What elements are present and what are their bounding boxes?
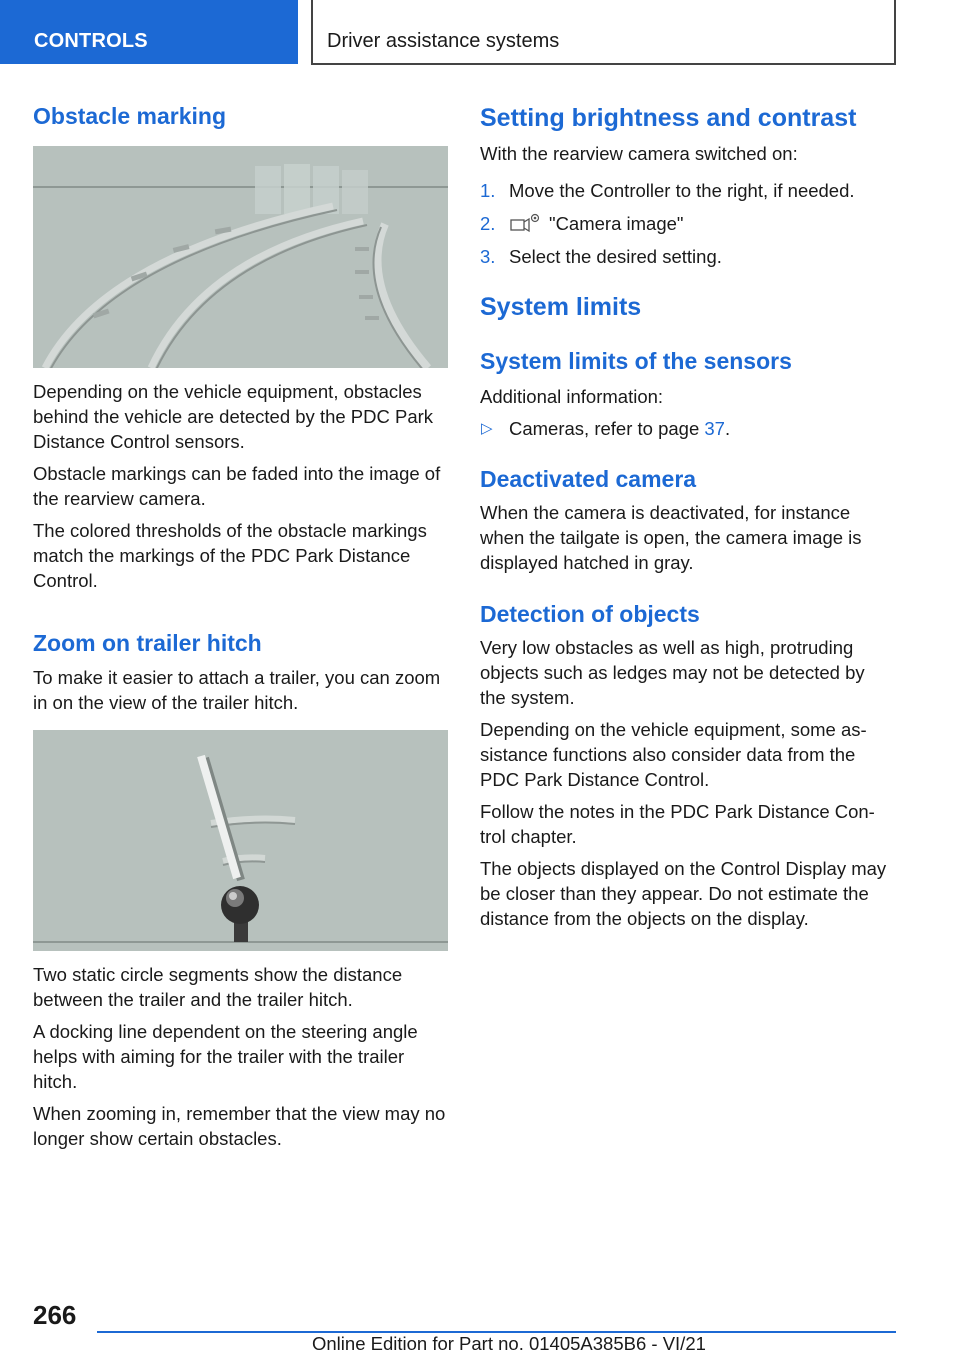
detection-paragraph-3: Follow the notes in the PDC Park Distance Con-trol chapter. — [480, 801, 875, 847]
trailer-hitch-figure — [33, 730, 448, 951]
zoom-paragraph-2: Two static circle segments show the distance between the trailer and the trailer hitch. — [33, 964, 403, 1010]
step-2-text: "Camera image" — [549, 213, 684, 234]
camera-settings-icon — [510, 212, 542, 239]
heading-obstacle-marking: Obstacle marking — [33, 103, 227, 129]
chapter-tab — [311, 0, 896, 65]
section-label: CONTROLS — [34, 30, 148, 52]
heading-zoom-trailer-hitch: Zoom on trailer hitch — [33, 630, 262, 656]
bullet-marker: ▷ — [481, 420, 493, 437]
obstacle-marking-image — [33, 146, 448, 368]
page-37-link[interactable]: 37 — [704, 418, 725, 439]
step-2-number: 2. — [480, 213, 496, 234]
step-3-text: Select the desired setting. — [509, 246, 722, 267]
obstacle-marking-figure — [33, 146, 448, 368]
bullet-cameras-end: . — [724, 418, 731, 439]
deactivated-paragraph: When the camera is deactivated, for instance when the tailgate is open, the camera image is displayed hatched in gray. — [480, 502, 862, 573]
bullet-cameras — [509, 416, 894, 441]
chapter-label: Driver assistance systems — [327, 30, 560, 52]
trailer-hitch-image — [33, 730, 448, 951]
brightness-intro: With the rearview camera switched on: — [480, 143, 798, 164]
sensors-intro: Additional information: — [480, 386, 664, 407]
heading-brightness-contrast: Setting brightness and contrast — [480, 104, 857, 132]
heading-deactivated-camera: Deactivated camera — [480, 466, 697, 492]
bullet-cameras-text: Cameras, refer to page — [509, 418, 700, 439]
page-number: 266 — [33, 1300, 77, 1330]
detection-paragraph-2: Depending on the vehicle equipment, some as-sistance functions also consider data from the PDC Park Distance Control. — [480, 719, 867, 790]
detection-paragraph-1: Very low obstacles as well as high, protruding objects such as ledges may not be detected by the system. — [480, 637, 865, 708]
obstacle-paragraph-3: The colored thresholds of the obstacle markings match the markings of the PDC Park Distance Control. — [33, 520, 427, 591]
heading-system-limits: System limits — [480, 293, 642, 321]
heading-sensor-limits: System limits of the sensors — [480, 348, 792, 374]
step-3-number: 3. — [480, 246, 496, 267]
section-tab — [0, 0, 298, 64]
detection-paragraph-4: The objects displayed on the Control Display may be closer than they appear. Do not estimate the distance from the objects on the display. — [480, 858, 887, 929]
obstacle-paragraph-1: Depending on the vehicle equipment, obstacles behind the vehicle are detected by the PDC Park Distance Control sensors. — [33, 381, 434, 452]
step-1-number: 1. — [480, 180, 496, 201]
edition-note: Online Edition for Part no. 01405A385B6 - VI/21 — [312, 1333, 706, 1354]
zoom-paragraph-4: When zooming in, remember that the view may no longer show certain obstacles. — [33, 1103, 446, 1149]
heading-detection-objects: Detection of objects — [480, 601, 700, 627]
zoom-paragraph-1: To make it easier to attach a trailer, you can zoom in on the view of the trailer hitch. — [33, 667, 441, 713]
obstacle-paragraph-2: Obstacle markings can be faded into the image of the rearview camera. — [33, 463, 441, 509]
zoom-paragraph-3: A docking line dependent on the steering angle helps with aiming for the trailer with the trailer hitch. — [33, 1021, 418, 1092]
step-1-text: Move the Controller to the right, if needed. — [509, 180, 855, 201]
